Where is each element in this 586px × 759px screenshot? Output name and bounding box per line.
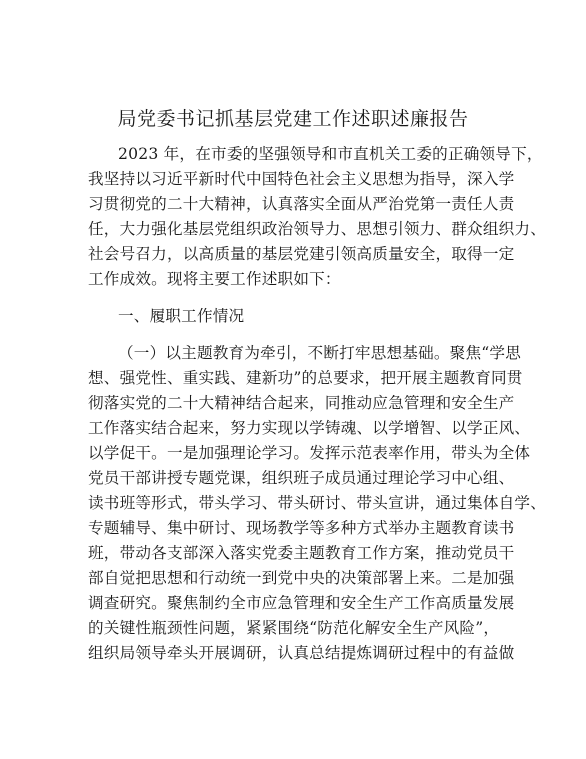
- paragraph-line: 想、强党性、重实践、建新功”的总要求，把开展主题教育同贯: [88, 369, 523, 387]
- paragraph-line: 班，带动各支部深入落实党委主题教育工作方案，推动党员干: [88, 544, 515, 562]
- section-heading: 一、履职工作情况: [118, 307, 245, 325]
- paragraph-line: 调查研究。聚焦制约全市应急管理和安全生产工作高质量发展: [88, 594, 515, 612]
- paragraph-line: 组织局领导牵头开展调研，认真总结提炼调研过程中的有益做: [88, 644, 515, 662]
- paragraph-line: 习贯彻党的二十大精神，认真落实全面从严治党第一责任人责: [88, 195, 515, 213]
- paragraph-line: 任，大力强化基层党组织政治领导力、思想引领力、群众组织力、: [88, 220, 547, 238]
- paragraph-line: 的关键性瓶颈性问题，紧紧围绕“防范化解安全生产风险”，: [88, 619, 500, 637]
- paragraph-line: 彻落实党的二十大精神结合起来，同推动应急管理和安全生产: [88, 394, 515, 412]
- paragraph-line: 工作成效。现将主要工作述职如下：: [88, 270, 341, 288]
- paragraph-line: 党员干部讲授专题党课，组织班子成员通过理论学习中心组、: [88, 469, 515, 487]
- paragraph-line: 工作落实结合起来，努力实现以学铸魂、以学增智、以学正风、: [88, 419, 531, 437]
- paragraph-line: 读书班等形式，带头学习、带头研讨、带头宣讲，通过集体自学、: [88, 494, 547, 512]
- paragraph-line: 我坚持以习近平新时代中国特色社会主义思想为指导，深入学: [88, 170, 515, 188]
- paragraph-line: 2023 年，在市委的坚强领导和市直机关工委的正确领导下，: [118, 145, 543, 163]
- paragraph-line: 社会号召力，以高质量的基层党建引领高质量安全，取得一定: [88, 245, 515, 263]
- paragraph-line: 以学促干。一是加强理论学习。发挥示范表率作用，带头为全体: [88, 444, 531, 462]
- paragraph-line: 专题辅导、集中研讨、现场教学等多种方式举办主题教育读书: [88, 519, 515, 537]
- paragraph-line: 部自觉把思想和行动统一到党中央的决策部署上来。二是加强: [88, 569, 515, 587]
- paragraph-line: （一）以主题教育为牵引，不断打牢思想基础。聚焦“学思: [118, 344, 522, 362]
- document-title: 局党委书记抓基层党建工作述职述廉报告: [117, 108, 469, 130]
